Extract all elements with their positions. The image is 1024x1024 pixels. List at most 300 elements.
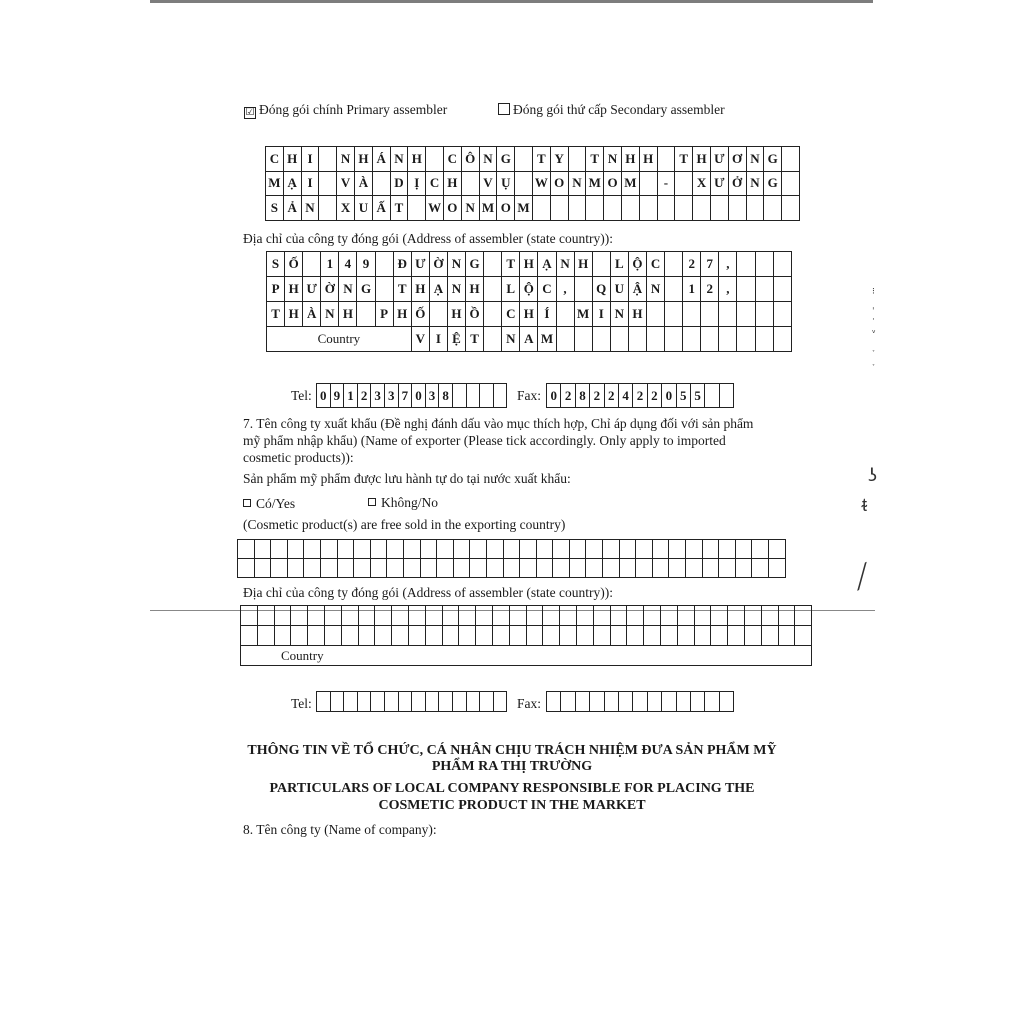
letter-cell[interactable] bbox=[593, 606, 610, 626]
letter-cell[interactable]: N bbox=[339, 277, 357, 302]
letter-cell[interactable] bbox=[646, 302, 664, 327]
letter-cell[interactable]: Ộ bbox=[628, 252, 646, 277]
letter-cell[interactable] bbox=[568, 196, 586, 221]
letter-cell[interactable]: Ố bbox=[411, 302, 429, 327]
letter-cell[interactable]: 9 bbox=[330, 384, 344, 408]
letter-cell[interactable]: , bbox=[719, 252, 737, 277]
letter-cell[interactable]: Ấ bbox=[372, 196, 390, 221]
letter-cell[interactable] bbox=[719, 384, 733, 408]
letter-cell[interactable] bbox=[719, 692, 733, 712]
letter-cell[interactable] bbox=[553, 559, 570, 578]
letter-cell[interactable]: Ồ bbox=[466, 302, 484, 327]
letter-cell[interactable]: 7 bbox=[701, 252, 719, 277]
letter-cell[interactable]: G bbox=[466, 252, 484, 277]
letter-cell[interactable] bbox=[287, 559, 304, 578]
letter-cell[interactable]: 2 bbox=[357, 384, 371, 408]
letter-cell[interactable]: N bbox=[337, 147, 355, 172]
letter-cell[interactable]: 3 bbox=[425, 384, 439, 408]
letter-cell[interactable] bbox=[662, 692, 676, 712]
letter-cell[interactable]: 5 bbox=[690, 384, 704, 408]
letter-cell[interactable] bbox=[665, 277, 683, 302]
letter-cell[interactable] bbox=[778, 626, 795, 646]
letter-cell[interactable] bbox=[452, 692, 466, 712]
letter-cell[interactable]: Ố bbox=[285, 252, 303, 277]
letter-cell[interactable] bbox=[644, 626, 661, 646]
letter-cell[interactable] bbox=[627, 606, 644, 626]
letter-cell[interactable] bbox=[574, 327, 592, 352]
letter-cell[interactable] bbox=[764, 196, 782, 221]
letter-cell[interactable] bbox=[676, 692, 690, 712]
letter-cell[interactable] bbox=[372, 171, 390, 196]
letter-cell[interactable]: H bbox=[574, 252, 592, 277]
letter-cell[interactable] bbox=[561, 692, 575, 712]
letter-cell[interactable] bbox=[646, 327, 664, 352]
letter-cell[interactable]: Y bbox=[550, 147, 568, 172]
letter-cell[interactable]: Ạ bbox=[283, 171, 301, 196]
letter-cell[interactable] bbox=[719, 302, 737, 327]
letter-cell[interactable] bbox=[304, 540, 321, 559]
letter-cell[interactable] bbox=[370, 559, 387, 578]
letter-cell[interactable] bbox=[526, 626, 543, 646]
letter-cell[interactable]: H bbox=[393, 302, 411, 327]
letter-cell[interactable]: N bbox=[746, 147, 764, 172]
letter-cell[interactable] bbox=[660, 626, 677, 646]
letter-cell[interactable]: Ở bbox=[728, 171, 746, 196]
letter-cell[interactable] bbox=[484, 277, 502, 302]
letter-cell[interactable] bbox=[755, 327, 773, 352]
letter-cell[interactable]: N bbox=[746, 171, 764, 196]
letter-cell[interactable] bbox=[683, 327, 701, 352]
letter-cell[interactable] bbox=[420, 559, 437, 578]
letter-cell[interactable] bbox=[371, 692, 385, 712]
letter-cell[interactable]: 3 bbox=[384, 384, 398, 408]
letter-cell[interactable] bbox=[503, 540, 520, 559]
letter-cell[interactable]: N bbox=[502, 327, 520, 352]
letter-cell[interactable]: P bbox=[375, 302, 393, 327]
letter-cell[interactable] bbox=[746, 196, 764, 221]
letter-cell[interactable]: P bbox=[267, 277, 285, 302]
letter-cell[interactable] bbox=[660, 606, 677, 626]
letter-cell[interactable] bbox=[665, 302, 683, 327]
letter-cell[interactable] bbox=[459, 626, 476, 646]
letter-cell[interactable] bbox=[639, 171, 657, 196]
letter-cell[interactable]: 2 bbox=[633, 384, 647, 408]
letter-cell[interactable] bbox=[354, 540, 371, 559]
letter-cell[interactable] bbox=[543, 626, 560, 646]
letter-cell[interactable]: Ệ bbox=[447, 327, 465, 352]
letter-cell[interactable]: S bbox=[267, 252, 285, 277]
letter-cell[interactable] bbox=[425, 626, 442, 646]
letter-cell[interactable]: I bbox=[592, 302, 610, 327]
letter-cell[interactable] bbox=[711, 626, 728, 646]
letter-cell[interactable] bbox=[737, 327, 755, 352]
letter-cell[interactable]: O bbox=[550, 171, 568, 196]
letter-cell[interactable]: M bbox=[515, 196, 533, 221]
letter-cell[interactable] bbox=[636, 559, 653, 578]
letter-cell[interactable] bbox=[705, 384, 719, 408]
letter-cell[interactable] bbox=[628, 327, 646, 352]
letter-cell[interactable] bbox=[437, 559, 454, 578]
letter-cell[interactable] bbox=[303, 252, 321, 277]
letter-cell[interactable] bbox=[254, 540, 271, 559]
letter-cell[interactable] bbox=[330, 692, 344, 712]
letter-cell[interactable]: G bbox=[764, 147, 782, 172]
letter-cell[interactable]: 3 bbox=[371, 384, 385, 408]
letter-cell[interactable] bbox=[657, 196, 675, 221]
letter-cell[interactable]: Ư bbox=[411, 252, 429, 277]
letter-cell[interactable]: H bbox=[443, 171, 461, 196]
letter-cell[interactable]: 2 bbox=[590, 384, 604, 408]
letter-cell[interactable]: N bbox=[610, 302, 628, 327]
letter-cell[interactable] bbox=[403, 559, 420, 578]
letter-cell[interactable]: 0 bbox=[547, 384, 561, 408]
letter-cell[interactable] bbox=[550, 196, 568, 221]
letter-cell[interactable] bbox=[728, 626, 745, 646]
letter-cell[interactable] bbox=[728, 606, 745, 626]
letter-cell[interactable] bbox=[769, 540, 786, 559]
letter-cell[interactable]: Á bbox=[372, 147, 390, 172]
letter-cell[interactable] bbox=[719, 559, 736, 578]
letter-cell[interactable] bbox=[442, 626, 459, 646]
letter-cell[interactable] bbox=[308, 606, 325, 626]
letter-cell[interactable] bbox=[384, 692, 398, 712]
letter-cell[interactable] bbox=[665, 252, 683, 277]
letter-cell[interactable] bbox=[686, 559, 703, 578]
letter-cell[interactable] bbox=[569, 540, 586, 559]
letter-cell[interactable] bbox=[287, 540, 304, 559]
letter-cell[interactable]: M bbox=[266, 171, 284, 196]
tel-grid[interactable] bbox=[316, 383, 507, 408]
letter-cell[interactable] bbox=[576, 626, 593, 646]
letter-cell[interactable] bbox=[484, 252, 502, 277]
letter-cell[interactable]: V bbox=[479, 171, 497, 196]
letter-cell[interactable]: N bbox=[461, 196, 479, 221]
letter-cell[interactable]: X bbox=[337, 196, 355, 221]
letter-cell[interactable] bbox=[317, 692, 331, 712]
letter-cell[interactable] bbox=[392, 606, 409, 626]
letter-cell[interactable] bbox=[701, 327, 719, 352]
letter-cell[interactable] bbox=[665, 327, 683, 352]
letter-cell[interactable] bbox=[675, 171, 693, 196]
letter-cell[interactable]: Ả bbox=[283, 196, 301, 221]
letter-cell[interactable] bbox=[429, 302, 447, 327]
letter-cell[interactable]: C bbox=[538, 277, 556, 302]
letter-cell[interactable]: C bbox=[266, 147, 284, 172]
letter-cell[interactable] bbox=[520, 540, 537, 559]
letter-cell[interactable] bbox=[778, 606, 795, 626]
letter-cell[interactable] bbox=[308, 626, 325, 646]
letter-cell[interactable] bbox=[619, 559, 636, 578]
letter-cell[interactable] bbox=[425, 692, 439, 712]
letter-cell[interactable] bbox=[412, 692, 426, 712]
letter-cell[interactable]: Ạ bbox=[429, 277, 447, 302]
letter-cell[interactable] bbox=[592, 252, 610, 277]
letter-cell[interactable] bbox=[652, 559, 669, 578]
letter-cell[interactable] bbox=[375, 252, 393, 277]
letter-cell[interactable]: T bbox=[267, 302, 285, 327]
letter-cell[interactable] bbox=[553, 540, 570, 559]
letter-cell[interactable] bbox=[639, 196, 657, 221]
letter-cell[interactable] bbox=[408, 606, 425, 626]
letter-cell[interactable]: 1 bbox=[321, 252, 339, 277]
letter-cell[interactable] bbox=[466, 692, 480, 712]
letter-cell[interactable]: V bbox=[337, 171, 355, 196]
letter-cell[interactable] bbox=[509, 626, 526, 646]
letter-cell[interactable] bbox=[686, 540, 703, 559]
letter-cell[interactable] bbox=[536, 559, 553, 578]
letter-cell[interactable] bbox=[690, 692, 704, 712]
letter-cell[interactable]: N bbox=[447, 252, 465, 277]
letter-cell[interactable] bbox=[337, 540, 354, 559]
letter-cell[interactable]: C bbox=[646, 252, 664, 277]
letter-cell[interactable] bbox=[453, 559, 470, 578]
letter-cell[interactable] bbox=[621, 196, 639, 221]
letter-cell[interactable]: M bbox=[538, 327, 556, 352]
letter-cell[interactable] bbox=[675, 196, 693, 221]
letter-cell[interactable] bbox=[470, 559, 487, 578]
letter-cell[interactable]: 1 bbox=[683, 277, 701, 302]
letter-cell[interactable] bbox=[574, 277, 592, 302]
letter-cell[interactable]: T bbox=[466, 327, 484, 352]
letter-cell[interactable] bbox=[677, 626, 694, 646]
letter-cell[interactable]: G bbox=[357, 277, 375, 302]
letter-cell[interactable]: H bbox=[339, 302, 357, 327]
letter-cell[interactable]: Đ bbox=[393, 252, 411, 277]
yes-checkbox-icon[interactable] bbox=[243, 499, 251, 507]
letter-cell[interactable]: Ậ bbox=[628, 277, 646, 302]
letter-cell[interactable] bbox=[375, 626, 392, 646]
letter-cell[interactable] bbox=[647, 692, 661, 712]
letter-cell[interactable] bbox=[254, 559, 271, 578]
letter-cell[interactable]: I bbox=[429, 327, 447, 352]
letter-cell[interactable]: À bbox=[303, 302, 321, 327]
letter-cell[interactable]: , bbox=[556, 277, 574, 302]
letter-cell[interactable] bbox=[341, 606, 358, 626]
letter-cell[interactable]: 8 bbox=[575, 384, 589, 408]
letter-cell[interactable] bbox=[603, 559, 620, 578]
letter-cell[interactable] bbox=[782, 147, 800, 172]
letter-cell[interactable] bbox=[319, 196, 337, 221]
letter-cell[interactable] bbox=[358, 606, 375, 626]
letter-cell[interactable]: 2 bbox=[683, 252, 701, 277]
letter-cell[interactable]: N bbox=[604, 147, 622, 172]
letter-cell[interactable] bbox=[515, 147, 533, 172]
letter-cell[interactable] bbox=[556, 302, 574, 327]
letter-cell[interactable] bbox=[737, 252, 755, 277]
letter-cell[interactable]: Ư bbox=[710, 147, 728, 172]
letter-cell[interactable] bbox=[669, 540, 686, 559]
letter-cell[interactable] bbox=[459, 606, 476, 626]
letter-cell[interactable]: 2 bbox=[604, 384, 618, 408]
letter-cell[interactable] bbox=[652, 540, 669, 559]
letter-cell[interactable]: O bbox=[604, 171, 622, 196]
letter-cell[interactable] bbox=[744, 626, 761, 646]
letter-cell[interactable]: H bbox=[447, 302, 465, 327]
letter-cell[interactable] bbox=[719, 327, 737, 352]
letter-cell[interactable] bbox=[426, 147, 444, 172]
letter-cell[interactable] bbox=[337, 559, 354, 578]
letter-cell[interactable]: 0 bbox=[412, 384, 426, 408]
letter-cell[interactable] bbox=[737, 302, 755, 327]
letter-cell[interactable] bbox=[610, 626, 627, 646]
letter-cell[interactable] bbox=[515, 171, 533, 196]
letter-cell[interactable] bbox=[669, 559, 686, 578]
letter-cell[interactable] bbox=[604, 692, 618, 712]
letter-cell[interactable] bbox=[728, 196, 746, 221]
letter-cell[interactable]: Ộ bbox=[520, 277, 538, 302]
exporter-address-grid[interactable] bbox=[240, 605, 812, 666]
letter-cell[interactable]: H bbox=[628, 302, 646, 327]
letter-cell[interactable] bbox=[320, 559, 337, 578]
primary-assembler-option[interactable] bbox=[244, 102, 447, 119]
letter-cell[interactable] bbox=[693, 196, 711, 221]
letter-cell[interactable] bbox=[408, 626, 425, 646]
exporter-fax-grid[interactable] bbox=[546, 691, 734, 712]
letter-cell[interactable]: 4 bbox=[618, 384, 632, 408]
letter-cell[interactable] bbox=[773, 252, 791, 277]
letter-cell[interactable] bbox=[744, 606, 761, 626]
letter-cell[interactable] bbox=[453, 540, 470, 559]
letter-cell[interactable] bbox=[526, 606, 543, 626]
letter-cell[interactable] bbox=[683, 302, 701, 327]
letter-cell[interactable]: T bbox=[532, 147, 550, 172]
letter-cell[interactable] bbox=[576, 606, 593, 626]
letter-cell[interactable] bbox=[466, 384, 480, 408]
letter-cell[interactable] bbox=[344, 692, 358, 712]
letter-cell[interactable] bbox=[719, 540, 736, 559]
secondary-assembler-option[interactable] bbox=[498, 102, 725, 118]
letter-cell[interactable] bbox=[271, 540, 288, 559]
letter-cell[interactable]: N bbox=[321, 302, 339, 327]
letter-cell[interactable]: Ụ bbox=[497, 171, 515, 196]
letter-cell[interactable] bbox=[493, 384, 507, 408]
letter-cell[interactable] bbox=[241, 626, 258, 646]
free-sale-yes-option[interactable] bbox=[243, 496, 295, 512]
letter-cell[interactable] bbox=[509, 606, 526, 626]
letter-cell[interactable] bbox=[773, 302, 791, 327]
letter-cell[interactable]: Ờ bbox=[429, 252, 447, 277]
letter-cell[interactable] bbox=[604, 196, 622, 221]
letter-cell[interactable]: Q bbox=[592, 277, 610, 302]
letter-cell[interactable]: H bbox=[408, 147, 426, 172]
letter-cell[interactable] bbox=[408, 196, 426, 221]
letter-cell[interactable]: H bbox=[283, 147, 301, 172]
letter-cell[interactable] bbox=[795, 626, 812, 646]
letter-cell[interactable]: M bbox=[574, 302, 592, 327]
letter-cell[interactable]: T bbox=[675, 147, 693, 172]
letter-cell[interactable] bbox=[480, 692, 494, 712]
letter-cell[interactable]: 9 bbox=[357, 252, 375, 277]
letter-cell[interactable]: H bbox=[639, 147, 657, 172]
letter-cell[interactable]: N bbox=[390, 147, 408, 172]
letter-cell[interactable] bbox=[735, 540, 752, 559]
letter-cell[interactable]: X bbox=[693, 171, 711, 196]
letter-cell[interactable] bbox=[375, 277, 393, 302]
letter-cell[interactable] bbox=[773, 277, 791, 302]
letter-cell[interactable]: 5 bbox=[676, 384, 690, 408]
letter-cell[interactable] bbox=[761, 626, 778, 646]
letter-cell[interactable] bbox=[476, 626, 493, 646]
letter-cell[interactable] bbox=[603, 540, 620, 559]
letter-cell[interactable]: O bbox=[443, 196, 461, 221]
letter-cell[interactable] bbox=[586, 196, 604, 221]
letter-cell[interactable] bbox=[257, 626, 274, 646]
letter-cell[interactable] bbox=[592, 327, 610, 352]
letter-cell[interactable] bbox=[492, 606, 509, 626]
letter-cell[interactable] bbox=[701, 302, 719, 327]
letter-cell[interactable] bbox=[387, 559, 404, 578]
letter-cell[interactable]: L bbox=[610, 252, 628, 277]
letter-cell[interactable]: G bbox=[764, 171, 782, 196]
letter-cell[interactable] bbox=[755, 252, 773, 277]
letter-cell[interactable] bbox=[586, 540, 603, 559]
no-checkbox-icon[interactable] bbox=[368, 498, 376, 506]
letter-cell[interactable] bbox=[755, 302, 773, 327]
letter-cell[interactable] bbox=[486, 559, 503, 578]
letter-cell[interactable]: L bbox=[502, 277, 520, 302]
letter-cell[interactable]: Ơ bbox=[728, 147, 746, 172]
letter-cell[interactable] bbox=[773, 327, 791, 352]
letter-cell[interactable] bbox=[341, 626, 358, 646]
letter-cell[interactable] bbox=[702, 540, 719, 559]
letter-cell[interactable]: 2 bbox=[561, 384, 575, 408]
letter-cell[interactable] bbox=[618, 692, 632, 712]
letter-cell[interactable]: I bbox=[301, 171, 319, 196]
letter-cell[interactable]: I bbox=[301, 147, 319, 172]
letter-cell[interactable]: 1 bbox=[344, 384, 358, 408]
letter-cell[interactable]: T bbox=[502, 252, 520, 277]
letter-cell[interactable]: 0 bbox=[317, 384, 331, 408]
letter-cell[interactable]: 2 bbox=[647, 384, 661, 408]
letter-cell[interactable] bbox=[556, 327, 574, 352]
letter-cell[interactable]: H bbox=[285, 302, 303, 327]
letter-cell[interactable]: T bbox=[393, 277, 411, 302]
letter-cell[interactable]: N bbox=[447, 277, 465, 302]
letter-cell[interactable]: A bbox=[520, 327, 538, 352]
fax-grid[interactable] bbox=[546, 383, 734, 408]
letter-cell[interactable]: M bbox=[479, 196, 497, 221]
letter-cell[interactable]: C bbox=[502, 302, 520, 327]
letter-cell[interactable] bbox=[761, 606, 778, 626]
letter-cell[interactable] bbox=[484, 302, 502, 327]
letter-cell[interactable] bbox=[320, 540, 337, 559]
letter-cell[interactable] bbox=[238, 559, 255, 578]
letter-cell[interactable] bbox=[238, 540, 255, 559]
letter-cell[interactable] bbox=[304, 559, 321, 578]
letter-cell[interactable] bbox=[241, 606, 258, 626]
letter-cell[interactable] bbox=[752, 540, 769, 559]
letter-cell[interactable]: Ị bbox=[408, 171, 426, 196]
letter-cell[interactable]: H bbox=[411, 277, 429, 302]
letter-cell[interactable] bbox=[358, 626, 375, 646]
letter-cell[interactable] bbox=[710, 196, 728, 221]
letter-cell[interactable] bbox=[752, 559, 769, 578]
letter-cell[interactable] bbox=[593, 626, 610, 646]
letter-cell[interactable] bbox=[354, 559, 371, 578]
letter-cell[interactable] bbox=[439, 692, 453, 712]
exporter-name-grid[interactable] bbox=[237, 539, 786, 578]
letter-cell[interactable] bbox=[782, 171, 800, 196]
letter-cell[interactable] bbox=[737, 277, 755, 302]
letter-cell[interactable] bbox=[547, 692, 561, 712]
letter-cell[interactable] bbox=[569, 559, 586, 578]
checked-box-icon[interactable]: ☑ bbox=[245, 107, 255, 118]
letter-cell[interactable] bbox=[420, 540, 437, 559]
letter-cell[interactable]: C bbox=[443, 147, 461, 172]
letter-cell[interactable] bbox=[387, 540, 404, 559]
letter-cell[interactable] bbox=[274, 626, 291, 646]
letter-cell[interactable] bbox=[560, 606, 577, 626]
